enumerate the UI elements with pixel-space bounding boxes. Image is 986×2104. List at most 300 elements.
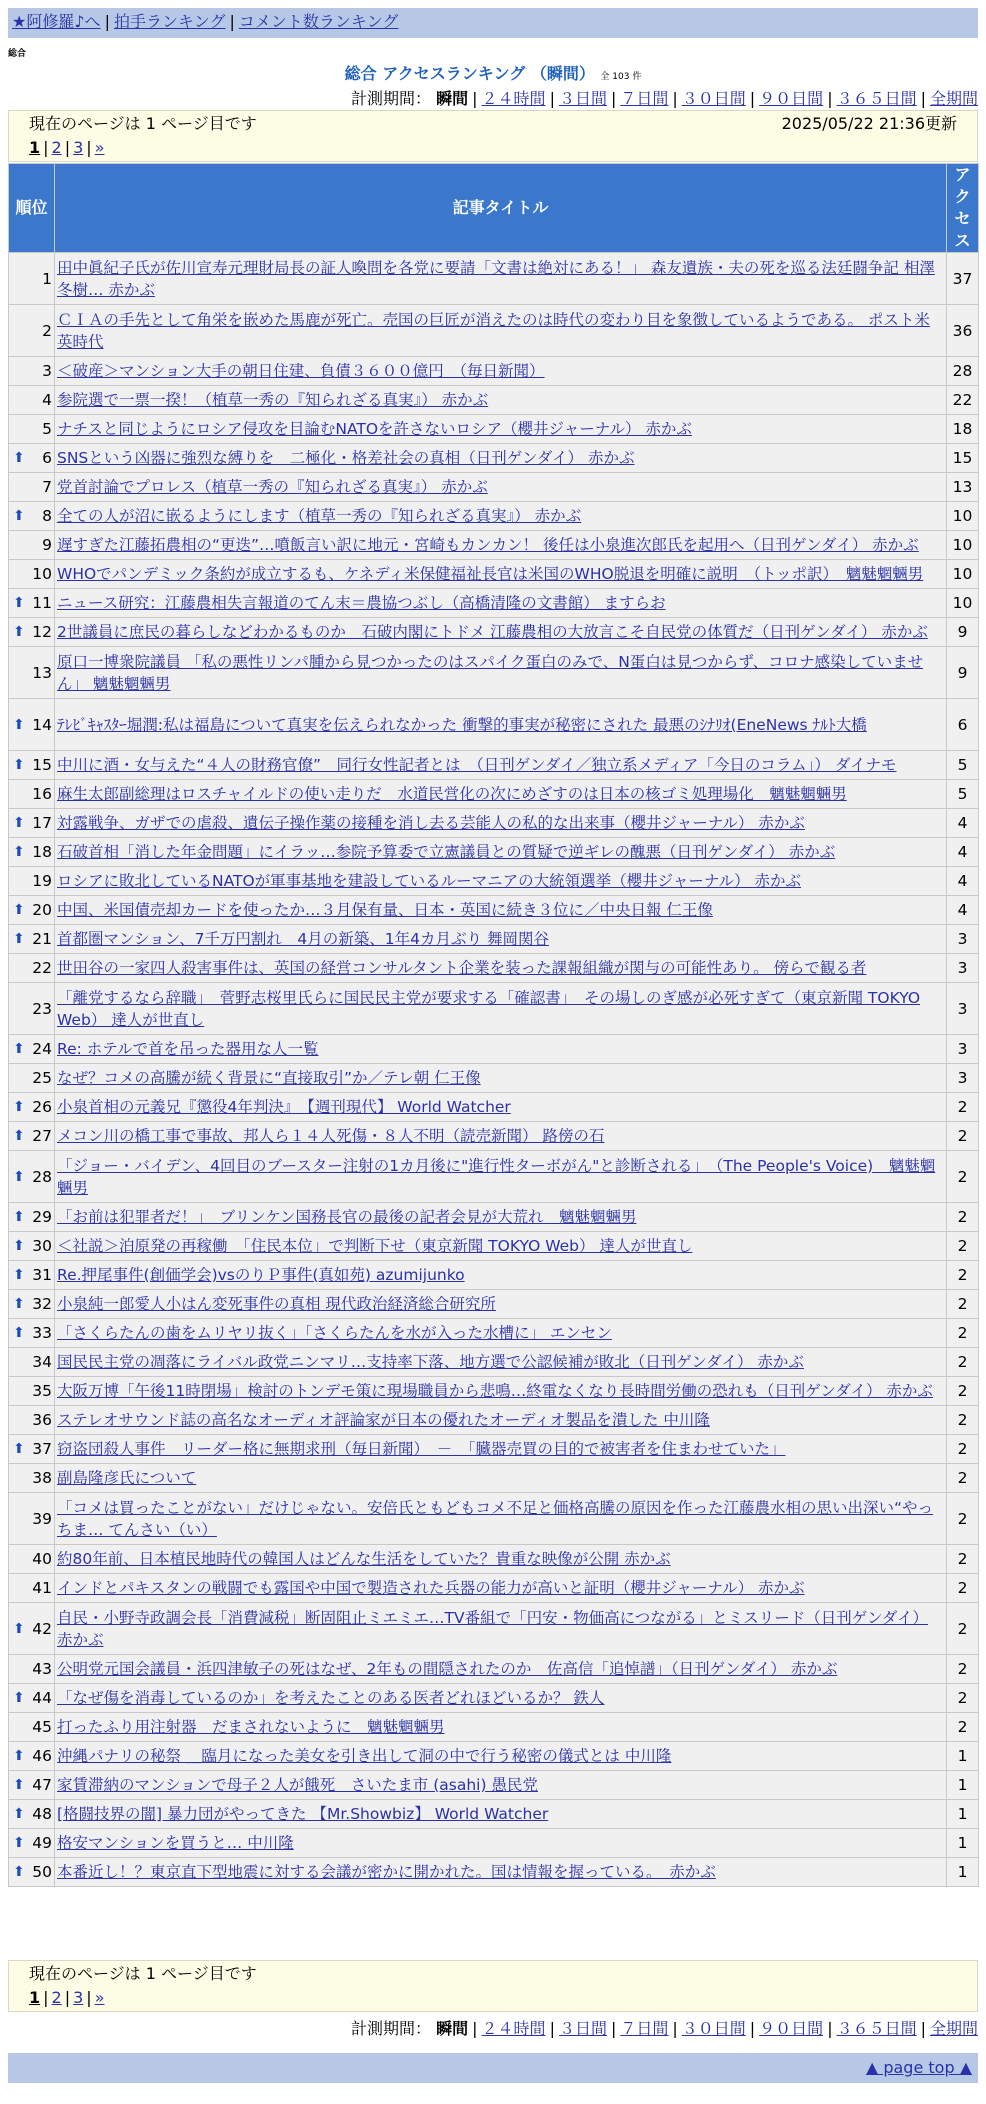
- rank-up-arrow-icon: ⬆: [13, 1748, 25, 1764]
- rank-number: 32: [32, 1295, 52, 1313]
- page-title: [0, 61, 986, 84]
- table-row: [9, 925, 979, 954]
- table-row: [9, 867, 979, 896]
- article-title-link[interactable]: 石破首相「消した年金問題」にイラッ…参院予算委で立憲議員との質疑で逆ギレの醜悪（日刊ゲンダイ） 赤かぶ: [57, 843, 836, 861]
- article-title-link[interactable]: 「ジョー・バイデン、4回目のブースター注射の1カ月後に"進行性ターボがん"と診断される」 （The People's Voice) 魑魅魍魎男: [57, 1156, 936, 1197]
- rank-up-arrow-icon: ⬆: [13, 1690, 25, 1706]
- rank-number: 14: [32, 715, 52, 734]
- period-selector-bottom: 計測期間： 瞬間 | ２４時間 | ３日間 | ７日間 | ３０日間 | ９０日間 | ３６５日間 | 全期間: [351, 2019, 978, 2038]
- access-count: 2: [947, 1493, 979, 1545]
- title-cell: [55, 502, 947, 531]
- asyura-home-link[interactable]: ★阿修羅♪へ: [12, 12, 101, 31]
- article-title-link[interactable]: 参院選で一票一揆！（植草一秀の『知られざる真実』） 赤かぶ: [57, 391, 489, 409]
- rank-number: 40: [32, 1550, 52, 1568]
- table-header-row: [9, 164, 979, 253]
- title-cell: [55, 1713, 947, 1742]
- table-row: [9, 1203, 979, 1232]
- table-row: [9, 1493, 979, 1545]
- table-row: [9, 699, 979, 751]
- access-count: 1: [947, 1800, 979, 1829]
- article-title-link[interactable]: ＣＩＡの手先として角栄を嵌めた馬鹿が死亡。売国の巨匠が消えたのは時代の変わり目を象徴しているようである。 ポスト米英時代: [57, 310, 930, 351]
- top-navigation: [8, 8, 978, 38]
- rank-number: 46: [32, 1747, 52, 1765]
- period-link-all[interactable]: 全期間: [929, 89, 978, 108]
- rank-cell: [9, 560, 55, 589]
- table-row: [9, 896, 979, 925]
- article-title-link[interactable]: ＜社説＞泊原発の再稼働 「住民本位」で判断下せ（東京新聞 TOKYO Web） 達人が世直し: [57, 1237, 693, 1255]
- rank-number: 11: [32, 594, 52, 612]
- article-title-link[interactable]: ステレオサウンド誌の高名なオーディオ評論家が日本の優れたオーディオ製品を潰した 中川隆: [57, 1411, 710, 1429]
- rank-up-arrow-icon: ⬆: [13, 1099, 25, 1115]
- article-title-link[interactable]: 中国、米国債売却カードを使ったか…３月保有量、日本・英国に続き３位に／中央日報 仁王像: [57, 901, 713, 919]
- rank-cell: [9, 809, 55, 838]
- title-cell: [55, 1122, 947, 1151]
- table-row: [9, 1800, 979, 1829]
- rank-number: 22: [32, 959, 52, 977]
- rank-cell: [9, 1800, 55, 1829]
- rank-up-arrow-icon: ⬆: [13, 1296, 25, 1312]
- article-title-link[interactable]: 窃盗団殺人事件 リーダー格に無期求刑（毎日新聞） － 「臓器売買の目的で被害者を住まわせていた」: [57, 1440, 786, 1458]
- article-title-link[interactable]: ＜破産＞マンション大手の朝日住建、負債３６００億円 （毎日新聞）: [57, 362, 545, 380]
- title-cell: [55, 1829, 947, 1858]
- article-title-link[interactable]: 世田谷の一家四人殺害事件は、英国の経営コンサルタント企業を装った課報組織が関与の可能性あり。 傍らで観る者: [57, 959, 867, 977]
- access-count: 4: [947, 838, 979, 867]
- access-count: 2: [947, 1655, 979, 1684]
- article-title-link[interactable]: 中川に酒・女与えた“４人の財務官僚” 同行女性記者とは （日刊ゲンダイ／独立系メディア「今日のコラム」） ダイナモ: [57, 756, 897, 774]
- rank-number: 26: [32, 1098, 52, 1116]
- article-title-link[interactable]: 対露戦争、ガザでの虐殺、遺伝子操作薬の接種を消し去る芸能人の私的な出来事（櫻井ジャーナル） 赤かぶ: [57, 814, 805, 832]
- article-title-link[interactable]: ロシアに敗北しているNATOが軍事基地を建設しているルーマニアの大統領選挙（櫻井ジャーナル） 赤かぶ: [57, 872, 802, 890]
- rank-cell: [9, 751, 55, 780]
- table-row: [9, 1829, 979, 1858]
- access-count: 2: [947, 1464, 979, 1493]
- divider: |: [104, 12, 110, 31]
- title-cell: [55, 838, 947, 867]
- access-count: 4: [947, 809, 979, 838]
- article-title-link[interactable]: 小泉純一郎愛人小はん変死事件の真相 現代政治経済総合研究所: [57, 1295, 496, 1313]
- rank-up-arrow-icon: ⬆: [13, 1168, 25, 1185]
- rank-number: 19: [32, 872, 52, 890]
- period-link-90d[interactable]: ９０日間: [759, 89, 824, 108]
- article-title-link[interactable]: 沖縄パナリの秘祭 ＿臨月になった美女を引き出して洞の中で行う秘密の儀式とは 中川隆: [57, 1747, 672, 1765]
- rank-cell: [9, 1064, 55, 1093]
- table-row: [9, 305, 979, 357]
- rank-up-arrow-icon: ⬆: [13, 1041, 25, 1057]
- rank-number: 12: [32, 623, 52, 641]
- period-link-24h[interactable]: ２４時間: [481, 2019, 546, 2038]
- rank-up-arrow-icon: ⬆: [13, 1806, 25, 1822]
- period-link-7d[interactable]: ７日間: [620, 2019, 669, 2038]
- rank-cell: [9, 1771, 55, 1800]
- table-row: [9, 1545, 979, 1574]
- rank-cell: [9, 1203, 55, 1232]
- rank-cell: [9, 1603, 55, 1655]
- article-title-link[interactable]: 大阪万博「午後11時閉場」検討のトンデモ策に現場職員から悲鳴…終電なくなり長時間労働の恐れも（日刊ゲンダイ） 赤かぶ: [57, 1382, 933, 1400]
- rank-cell: [9, 415, 55, 444]
- page-current: 1: [29, 1988, 41, 2007]
- title-cell: [55, 1151, 947, 1203]
- access-count: 18: [947, 415, 979, 444]
- rank-number: 36: [32, 1411, 52, 1429]
- table-row: [9, 1406, 979, 1435]
- table-row: [9, 1261, 979, 1290]
- table-row: [9, 444, 979, 473]
- rank-cell: [9, 1435, 55, 1464]
- footer-bar: [8, 2053, 978, 2083]
- title-cell: [55, 531, 947, 560]
- rank-cell: [9, 589, 55, 618]
- table-row: [9, 1574, 979, 1603]
- rank-cell: [9, 1574, 55, 1603]
- rank-number: 43: [32, 1660, 52, 1678]
- article-title-link[interactable]: 2世議員に庶民の暮らしなどわかるものか 石破内閣にトドメ 江藤農相の大放言こそ自民党の体質だ（日刊ゲンダイ） 赤かぶ: [57, 623, 928, 641]
- rank-cell: [9, 1684, 55, 1713]
- title-cell: [55, 1574, 947, 1603]
- article-title-link[interactable]: 田中眞紀子氏が佐川宣寿元理財局長の証人喚問を各党に要請「文書は絶対にある！」 森友遺族・夫の死を巡る法廷闘争記 相澤冬樹… 赤かぶ: [57, 258, 935, 299]
- article-title-link[interactable]: Re.押尾事件(創価学会)vsのりＰ事件(真如苑) azumijunko: [57, 1266, 465, 1284]
- rank-header: 順位: [9, 164, 55, 253]
- period-current: 瞬間: [436, 2019, 469, 2038]
- article-title-link[interactable]: メコン川の橋工事で事故、邦人ら１４人死傷・８人不明（読売新聞） 路傍の石: [57, 1127, 605, 1145]
- article-title-link[interactable]: 麻生太郎副総理はロスチャイルドの使い走りだ 水道民営化の次にめざすのは日本の核ゴミ処理場化 魑魅魍魎男: [57, 785, 847, 803]
- table-row: [9, 357, 979, 386]
- pager-top: 現在のページは 1 ページ目です 2025/05/22 21:36更新 1 | 2 | 3 | »: [8, 110, 978, 162]
- rank-number: 24: [32, 1040, 52, 1058]
- rank-number: 42: [32, 1619, 52, 1638]
- table-row: [9, 502, 979, 531]
- period-link-30d[interactable]: ３０日間: [681, 2019, 746, 2038]
- article-title-link[interactable]: 首都圏マンション、7千万円割れ 4月の新築、1年4カ月ぶり 舞岡関谷: [57, 930, 549, 948]
- title-cell: [55, 473, 947, 502]
- period-selector-top: 計測期間： 瞬間 | ２４時間 | ３日間 | ７日間 | ３０日間 | ９０日間 | ３６５日間 | 全期間: [351, 89, 978, 108]
- title-cell: [55, 560, 947, 589]
- access-count: 4: [947, 867, 979, 896]
- title-cell: [55, 1800, 947, 1829]
- page-next-link[interactable]: »: [94, 138, 105, 157]
- article-title-link[interactable]: 「お前は犯罪者だ！」 ブリンケン国務長官の最後の記者会見が大荒れ 魑魅魍魎男: [57, 1208, 637, 1226]
- page-link-3[interactable]: 3: [73, 1988, 84, 2007]
- rank-cell: [9, 253, 55, 305]
- rank-up-arrow-icon: ⬆: [13, 815, 25, 831]
- rank-up-arrow-icon: ⬆: [13, 1238, 25, 1254]
- access-count: 2: [947, 1684, 979, 1713]
- title-cell: [55, 896, 947, 925]
- table-row: [9, 1232, 979, 1261]
- article-title-link[interactable]: 「コメは買ったことがない」だけじゃない。安倍氏ともどもコメ不足と価格高騰の原因を作った江藤農水相の思い出深い“やっちま… てんさい（い）: [57, 1498, 934, 1539]
- access-count: 13: [947, 473, 979, 502]
- table-row: [9, 1035, 979, 1064]
- table-row: [9, 1093, 979, 1122]
- title-cell: [55, 589, 947, 618]
- table-row: [9, 1435, 979, 1464]
- rank-number: 9: [42, 536, 52, 554]
- access-count: 5: [947, 780, 979, 809]
- title-cell: [55, 1493, 947, 1545]
- title-cell: [55, 1771, 947, 1800]
- rank-cell: [9, 1151, 55, 1203]
- rank-cell: [9, 1493, 55, 1545]
- article-title-link[interactable]: ﾃﾚﾋﾞｷｬｽﾀｰ堀潤:私は福島について真実を伝えられなかった 衝撃的事実が秘密にされた 最悪のｼﾅﾘｵ(EneNews ﾅﾙﾄ大橋: [57, 715, 867, 734]
- rank-number: 28: [32, 1167, 52, 1186]
- page-link-2[interactable]: 2: [51, 1988, 62, 2007]
- rank-number: 27: [32, 1127, 52, 1145]
- rank-cell: [9, 357, 55, 386]
- title-cell: [55, 809, 947, 838]
- access-count: 1: [947, 1742, 979, 1771]
- access-count: 2: [947, 1261, 979, 1290]
- rank-number: 17: [32, 814, 52, 832]
- article-title-link[interactable]: SNSという凶器に強烈な縛りを 二極化・格差社会の真相（日刊ゲンダイ） 赤かぶ: [57, 449, 635, 467]
- rank-cell: [9, 1545, 55, 1574]
- period-label: 計測期間：: [351, 89, 432, 108]
- rank-cell: [9, 699, 55, 751]
- title-cell: [55, 1093, 947, 1122]
- rank-cell: [9, 1122, 55, 1151]
- divider: |: [229, 12, 235, 31]
- article-title-link[interactable]: WHOでパンデミック条約が成立するも、ケネディ米保健福祉長官は米国のWHO脱退を明確に説明 （トッポ訳） 魑魅魍魎男: [57, 565, 924, 583]
- rank-cell: [9, 647, 55, 699]
- article-title-link[interactable]: ナチスと同じようにロシア侵攻を目論むNATOを許さないロシア（櫻井ジャーナル） 赤かぶ: [57, 420, 692, 438]
- page-next-link[interactable]: »: [94, 1988, 105, 2007]
- rank-number: 44: [32, 1689, 52, 1707]
- page-status: 現在のページは 1 ページ目です: [29, 1964, 257, 1983]
- rank-number: 13: [32, 663, 52, 682]
- table-row: [9, 589, 979, 618]
- article-title-link[interactable]: [格闘技界の闇] 暴力団がやってきた 【Mr.Showbiz】 World Watcher: [57, 1805, 549, 1823]
- rank-number: 31: [32, 1266, 52, 1284]
- title-cell: [55, 954, 947, 983]
- title-cell: [55, 253, 947, 305]
- rank-cell: [9, 1377, 55, 1406]
- access-count: 3: [947, 983, 979, 1035]
- rank-number: 15: [32, 756, 52, 774]
- period-label: 計測期間：: [351, 2019, 432, 2038]
- article-title-link[interactable]: 原口一博衆院議員 「私の悪性リンパ腫から見つかったのはスパイク蛋白のみで、N蛋白は見つからず、コロナ感染していません」 魑魅魍魎男: [57, 652, 924, 693]
- rank-cell: [9, 1655, 55, 1684]
- rank-number: 2: [42, 321, 52, 340]
- article-title-link[interactable]: 「離党するなら辞職」 菅野志桜里氏らに国民民主党が要求する「確認書」 その場しのぎ感が必死すぎて（東京新聞 TOKYO Web） 達人が世直し: [57, 988, 921, 1029]
- title-cell: [55, 1035, 947, 1064]
- title-cell: [55, 647, 947, 699]
- title-cell: [55, 386, 947, 415]
- access-count: 5: [947, 751, 979, 780]
- title-cell: [55, 305, 947, 357]
- rank-number: 6: [42, 449, 52, 467]
- article-title-link[interactable]: 小泉首相の元義兄『懲役4年判決』 【週刊現代】 World Watcher: [57, 1098, 511, 1116]
- article-title-link[interactable]: なぜ？コメの高騰が続く背景に“直接取引”か／テレ朝 仁王像: [57, 1069, 481, 1087]
- period-link-all[interactable]: 全期間: [929, 2019, 978, 2038]
- article-title-link[interactable]: 副島隆彦氏について: [57, 1469, 197, 1487]
- rank-cell: [9, 1093, 55, 1122]
- rank-cell: [9, 305, 55, 357]
- rank-up-arrow-icon: ⬆: [13, 931, 25, 947]
- article-title-link[interactable]: インドとパキスタンの戦闘でも露国や中国で製造された兵器の能力が高いと証明（櫻井ジャーナル） 赤かぶ: [57, 1579, 805, 1597]
- rank-number: 47: [32, 1776, 52, 1794]
- rank-up-arrow-icon: ⬆: [13, 1777, 25, 1793]
- title-cell: [55, 1261, 947, 1290]
- rank-number: 41: [32, 1579, 52, 1597]
- access-count: 2: [947, 1377, 979, 1406]
- access-count: 2: [947, 1603, 979, 1655]
- rank-cell: [9, 896, 55, 925]
- table-row: [9, 780, 979, 809]
- rank-up-arrow-icon: ⬆: [13, 1835, 25, 1851]
- title-header: 記事タイトル: [55, 164, 947, 253]
- rank-up-arrow-icon: ⬆: [13, 450, 25, 466]
- period-link-7d[interactable]: ７日間: [620, 89, 669, 108]
- table-row: [9, 647, 979, 699]
- access-count: 2: [947, 1713, 979, 1742]
- table-row: [9, 983, 979, 1035]
- rank-cell: [9, 618, 55, 647]
- access-count: 4: [947, 896, 979, 925]
- page-current: 1: [29, 138, 41, 157]
- item-count: 全 103 件: [600, 72, 642, 82]
- title-cell: [55, 1290, 947, 1319]
- table-row: [9, 1684, 979, 1713]
- access-count: 3: [947, 954, 979, 983]
- page-link-3[interactable]: 3: [73, 138, 84, 157]
- table-row: [9, 1742, 979, 1771]
- article-title-link[interactable]: ニュース研究：江藤農相失言報道のてん末＝農協つぶし（高橋清隆の文書館） ますらお: [57, 594, 666, 612]
- rank-number: 3: [42, 362, 52, 380]
- article-title-link[interactable]: 本番近し！？東京直下型地震に対する会議が密かに開かれた。国は情報を握っている。 赤かぶ: [57, 1863, 716, 1881]
- article-title-link[interactable]: 「さくらたんの歯をムリヤリ抜く」「さくらたんを水が入った水槽に」 エンセン: [57, 1324, 612, 1342]
- access-count: 15: [947, 444, 979, 473]
- rank-up-arrow-icon: ⬆: [13, 624, 25, 640]
- rank-cell: [9, 1713, 55, 1742]
- comment-ranking-link[interactable]: コメント数ランキング: [238, 12, 399, 31]
- title-cell: [55, 1435, 947, 1464]
- rank-number: 1: [42, 269, 52, 288]
- title-cell: [55, 1603, 947, 1655]
- table-row: [9, 1771, 979, 1800]
- title-cell: [55, 1684, 947, 1713]
- period-link-3d[interactable]: ３日間: [558, 2019, 607, 2038]
- article-title-link[interactable]: 「なぜ傷を消毒しているのか」を考えたことのある医者どれほどいるか？ 鉄人: [57, 1689, 605, 1707]
- article-title-link[interactable]: 家賃滞納のマンションで母子２人が餓死 さいたま市 (asahi) 愚民党: [57, 1776, 538, 1794]
- title-cell: [55, 1319, 947, 1348]
- table-row: [9, 1377, 979, 1406]
- title-cell: [55, 1858, 947, 1887]
- rank-up-arrow-icon: ⬆: [13, 1209, 25, 1225]
- rank-number: 25: [32, 1069, 52, 1087]
- access-count: 2: [947, 1122, 979, 1151]
- article-title-link[interactable]: 遅すぎた江藤拓農相の“更迭”…噴飯言い訳に地元・宮崎もカンカン！ 後任は小泉進次郎氏を起用へ（日刊ゲンダイ） 赤かぶ: [57, 536, 919, 554]
- rank-cell: [9, 502, 55, 531]
- table-row: [9, 809, 979, 838]
- rank-number: 5: [42, 420, 52, 438]
- access-count: 3: [947, 1035, 979, 1064]
- article-title-link[interactable]: 党首討論でプロレス（植草一秀の『知られざる真実』） 赤かぶ: [57, 478, 488, 496]
- access-count: 10: [947, 589, 979, 618]
- access-count: 2: [947, 1319, 979, 1348]
- updated-timestamp: 2025/05/22 21:36更新: [781, 114, 957, 133]
- article-title-link[interactable]: 打ったふり用注射器 だまされないように 魑魅魍魎男: [57, 1718, 445, 1736]
- period-link-365d[interactable]: ３６５日間: [836, 2019, 917, 2038]
- rank-cell: [9, 444, 55, 473]
- access-count: 36: [947, 305, 979, 357]
- rank-number: 39: [32, 1509, 52, 1528]
- period-link-30d[interactable]: ３０日間: [681, 89, 746, 108]
- page-top-link[interactable]: ▲ page top ▲: [865, 2058, 972, 2077]
- period-link-3d[interactable]: ３日間: [558, 89, 607, 108]
- table-row: [9, 253, 979, 305]
- rank-number: 10: [32, 565, 52, 583]
- rank-cell: [9, 1406, 55, 1435]
- rank-cell: [9, 1035, 55, 1064]
- table-row: [9, 838, 979, 867]
- rank-cell: [9, 473, 55, 502]
- table-row: [9, 954, 979, 983]
- access-count: 2: [947, 1093, 979, 1122]
- ranking-title: 総合 アクセスランキング （瞬間）: [344, 64, 595, 83]
- rank-up-arrow-icon: ⬆: [13, 1441, 25, 1457]
- article-title-link[interactable]: Re: ホテルで首を吊った器用な人一覧: [57, 1040, 319, 1058]
- access-count: 1: [947, 1829, 979, 1858]
- rank-number: 49: [32, 1834, 52, 1852]
- rank-up-arrow-icon: ⬆: [13, 1267, 25, 1283]
- table-row: [9, 1122, 979, 1151]
- period-link-365d[interactable]: ３６５日間: [836, 89, 917, 108]
- table-row: [9, 1603, 979, 1655]
- title-cell: [55, 357, 947, 386]
- rank-number: 37: [32, 1440, 52, 1458]
- table-row: [9, 386, 979, 415]
- article-title-link[interactable]: 全ての人が沼に嵌るようにします（植草一秀の『知られざる真実』） 赤かぶ: [57, 507, 582, 525]
- period-link-24h[interactable]: ２４時間: [481, 89, 546, 108]
- access-count: 2: [947, 1348, 979, 1377]
- article-title-link[interactable]: 国民民主党の凋落にライバル政党ニンマリ…支持率下落、地方選で公認候補が敗北（日刊ゲンダイ） 赤かぶ: [57, 1353, 804, 1371]
- access-count: 6: [947, 699, 979, 751]
- article-title-link[interactable]: 自民・小野寺政調会長「消費減税」断固阻止ミエミエ…TV番組で「円安・物価高につながる」とミスリード（日刊ゲンダイ） 赤かぶ: [57, 1608, 929, 1649]
- rank-number: 18: [32, 843, 52, 861]
- rank-up-arrow-icon: ⬆: [13, 595, 25, 611]
- title-cell: [55, 1064, 947, 1093]
- rank-cell: [9, 780, 55, 809]
- article-title-link[interactable]: 公明党元国会議員・浜四津敏子の死はなぜ、2年もの間隠されたのか 佐高信「追悼譜」（日刊ゲンダイ） 赤かぶ: [57, 1660, 838, 1678]
- table-row: [9, 531, 979, 560]
- access-count: 1: [947, 1771, 979, 1800]
- rank-number: 33: [32, 1324, 52, 1342]
- access-count: 2: [947, 1151, 979, 1203]
- page-link-2[interactable]: 2: [51, 138, 62, 157]
- article-title-link[interactable]: 格安マンションを買うと… 中川隆: [57, 1834, 294, 1852]
- rank-cell: [9, 1290, 55, 1319]
- article-title-link[interactable]: 約80年前、日本植民地時代の韓国人はどんな生活をしていた？貴重な映像が公開 赤かぶ: [57, 1550, 671, 1568]
- rank-cell: [9, 1319, 55, 1348]
- access-count: 22: [947, 386, 979, 415]
- rank-number: 8: [42, 507, 52, 525]
- rank-cell: [9, 1829, 55, 1858]
- access-count: 2: [947, 1203, 979, 1232]
- rank-cell: [9, 867, 55, 896]
- title-cell: [55, 1464, 947, 1493]
- rank-number: 21: [32, 930, 52, 948]
- rank-cell: [9, 1348, 55, 1377]
- applause-ranking-link[interactable]: 拍手ランキング: [113, 12, 226, 31]
- rank-number: 48: [32, 1805, 52, 1823]
- title-cell: [55, 1655, 947, 1684]
- access-count: 9: [947, 647, 979, 699]
- table-row: [9, 1858, 979, 1887]
- access-count: 3: [947, 925, 979, 954]
- rank-cell: [9, 1742, 55, 1771]
- table-row: [9, 1348, 979, 1377]
- title-cell: [55, 983, 947, 1035]
- rank-number: 50: [32, 1863, 52, 1881]
- period-link-90d[interactable]: ９０日間: [759, 2019, 824, 2038]
